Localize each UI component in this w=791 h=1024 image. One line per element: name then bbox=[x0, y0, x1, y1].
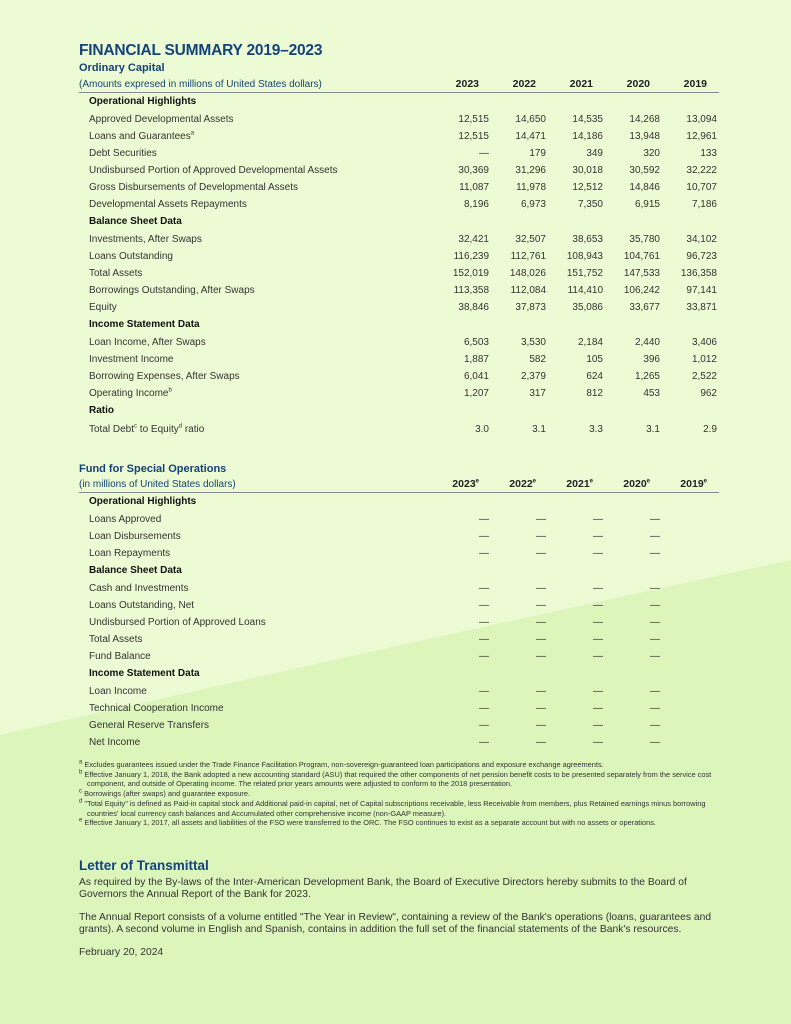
table-cell: 1,207 bbox=[463, 388, 489, 399]
footnote bbox=[79, 799, 719, 818]
fso-year: 2022 bbox=[509, 478, 533, 490]
table-cell: 3.1 bbox=[646, 424, 660, 435]
table-row bbox=[79, 683, 719, 700]
fso-header-row bbox=[79, 477, 719, 493]
table-cell: — bbox=[593, 548, 603, 559]
oc-section-heading bbox=[79, 402, 719, 420]
table-cell: 14,268 bbox=[629, 114, 660, 125]
table-cell: — bbox=[593, 583, 603, 594]
table-row bbox=[79, 528, 719, 545]
section-heading-label: Balance Sheet Data bbox=[89, 565, 182, 576]
letter-paragraph-1: As required by the By-laws of the Inter-American Development Bank, the Board of Executive Directors hereby submits to the Board of Governors the Annual Report of the Bank for 2023. bbox=[79, 876, 687, 901]
table-row bbox=[79, 351, 719, 368]
table-cell: 35,780 bbox=[629, 234, 660, 245]
financial-summary-page bbox=[79, 42, 719, 958]
table-cell: 3,530 bbox=[520, 337, 546, 348]
table-cell: — bbox=[536, 617, 546, 628]
table-cell: 12,512 bbox=[572, 182, 603, 193]
fso-table-body bbox=[79, 493, 719, 751]
fso-section-heading bbox=[79, 665, 719, 683]
row-label bbox=[79, 111, 432, 128]
fso-year-header bbox=[422, 477, 479, 492]
table-cell: 38,846 bbox=[458, 302, 489, 313]
footnote-mark: c bbox=[134, 423, 138, 430]
row-label-text: Loans Outstanding bbox=[89, 251, 173, 262]
fso-year-header bbox=[650, 477, 707, 492]
table-cell: 2,379 bbox=[520, 371, 546, 382]
row-label-text: Debt Securities bbox=[89, 148, 157, 159]
footnote bbox=[79, 760, 719, 770]
table-cell: 812 bbox=[586, 388, 603, 399]
ratio-label-c: ratio bbox=[182, 424, 205, 435]
table-cell: 624 bbox=[586, 371, 603, 382]
fso-section-heading bbox=[79, 562, 719, 580]
oc-header-row bbox=[79, 77, 719, 93]
footnote-mark: b bbox=[168, 387, 172, 394]
table-cell: 112,761 bbox=[510, 251, 546, 262]
table-cell: 147,533 bbox=[623, 268, 660, 279]
fso-year-header bbox=[536, 477, 593, 492]
table-cell: — bbox=[593, 703, 603, 714]
table-cell: 13,948 bbox=[629, 131, 660, 142]
fso-year-header bbox=[479, 477, 536, 492]
table-cell: — bbox=[650, 514, 660, 525]
row-label bbox=[79, 145, 432, 162]
table-cell: 6,503 bbox=[463, 337, 489, 348]
row-label bbox=[79, 128, 432, 145]
table-cell: 3.3 bbox=[589, 424, 603, 435]
table-row bbox=[79, 299, 719, 316]
table-cell: 114,410 bbox=[567, 285, 603, 296]
table-cell: 349 bbox=[586, 148, 603, 159]
table-cell: 106,242 bbox=[623, 285, 660, 296]
section-heading-label: Income Statement Data bbox=[89, 668, 200, 679]
table-cell: — bbox=[479, 737, 489, 748]
table-cell: 96,723 bbox=[686, 251, 717, 262]
table-cell: — bbox=[650, 634, 660, 645]
table-cell: — bbox=[536, 720, 546, 731]
table-cell: 8,196 bbox=[463, 199, 489, 210]
table-cell: 112,084 bbox=[510, 285, 546, 296]
table-cell: — bbox=[536, 651, 546, 662]
table-row bbox=[79, 179, 719, 196]
footnote-mark: e bbox=[79, 817, 83, 824]
section-heading-label: Operational Highlights bbox=[89, 96, 197, 107]
table-cell: — bbox=[479, 148, 489, 159]
letter-date: February 20, 2024 bbox=[79, 947, 164, 959]
table-cell: 104,761 bbox=[623, 251, 660, 262]
row-label bbox=[79, 179, 432, 196]
table-cell: 113,358 bbox=[453, 285, 489, 296]
table-row bbox=[79, 248, 719, 265]
table-cell: — bbox=[593, 686, 603, 697]
row-label: Loan Disbursements bbox=[89, 531, 181, 542]
table-cell: — bbox=[593, 651, 603, 662]
table-cell: — bbox=[650, 703, 660, 714]
table-cell: — bbox=[479, 531, 489, 542]
fso-year: 2019 bbox=[680, 478, 704, 490]
table-cell: — bbox=[479, 651, 489, 662]
table-cell: 3,406 bbox=[691, 337, 717, 348]
table-cell: — bbox=[536, 600, 546, 611]
table-cell: 35,086 bbox=[572, 302, 603, 313]
table-row bbox=[79, 334, 719, 351]
table-cell: 14,186 bbox=[572, 131, 603, 142]
row-label: Loans Outstanding, Net bbox=[89, 600, 195, 611]
row-label: Total Assets bbox=[89, 634, 143, 645]
table-cell: — bbox=[536, 737, 546, 748]
oc-units-label: (Amounts expresed in millions of United States dollars) bbox=[79, 79, 322, 90]
table-cell: — bbox=[479, 703, 489, 714]
table-cell: 12,515 bbox=[458, 131, 489, 142]
row-label bbox=[79, 231, 432, 248]
table-row bbox=[79, 734, 719, 751]
table-cell: — bbox=[593, 634, 603, 645]
table-cell: — bbox=[479, 634, 489, 645]
table-cell: — bbox=[650, 720, 660, 731]
row-label bbox=[79, 265, 432, 282]
row-label-text: Operating Income bbox=[89, 388, 169, 399]
row-label bbox=[79, 248, 432, 265]
ratio-label bbox=[79, 420, 432, 439]
oc-year-header: 2021 bbox=[569, 78, 593, 90]
row-label: General Reserve Transfers bbox=[89, 720, 210, 731]
row-label-text: Investments, After Swaps bbox=[89, 234, 202, 245]
table-cell: 3.0 bbox=[475, 424, 489, 435]
section-heading-label: Balance Sheet Data bbox=[89, 216, 182, 227]
table-cell: 33,677 bbox=[629, 302, 660, 313]
footnote-mark: e bbox=[589, 478, 593, 485]
page-title: FINANCIAL SUMMARY 2019–2023 bbox=[79, 42, 323, 59]
table-row bbox=[79, 511, 719, 528]
table-cell: 1,887 bbox=[463, 354, 489, 365]
fso-year: 2020 bbox=[623, 478, 647, 490]
table-cell: — bbox=[650, 531, 660, 542]
ordinary-capital-subtitle: Ordinary Capital bbox=[79, 62, 165, 74]
table-cell: 2,440 bbox=[634, 337, 660, 348]
table-cell: — bbox=[650, 548, 660, 559]
table-cell: 32,421 bbox=[458, 234, 489, 245]
table-cell: 3.1 bbox=[532, 424, 546, 435]
row-label-text: Developmental Assets Repayments bbox=[89, 199, 247, 210]
row-label bbox=[79, 351, 432, 368]
table-cell: — bbox=[593, 514, 603, 525]
row-label-text: Undisbursed Portion of Approved Developmental Assets bbox=[89, 165, 338, 176]
footnote-mark: a bbox=[190, 130, 195, 137]
footnote-mark: c bbox=[79, 788, 82, 795]
footnote bbox=[79, 789, 719, 799]
table-cell: 453 bbox=[643, 388, 660, 399]
table-row bbox=[79, 614, 719, 631]
row-label bbox=[79, 282, 432, 299]
table-cell: 962 bbox=[700, 388, 717, 399]
fso-year-header bbox=[593, 477, 650, 492]
oc-year-header: 2020 bbox=[626, 78, 650, 90]
table-cell: — bbox=[479, 686, 489, 697]
row-label: Loans Approved bbox=[89, 514, 162, 525]
letter-title: Letter of Transmittal bbox=[79, 857, 209, 873]
row-label: Net Income bbox=[89, 737, 141, 748]
fso-units-label: (in millions of United States dollars) bbox=[79, 479, 236, 490]
table-cell: — bbox=[479, 600, 489, 611]
oc-year-header: 2023 bbox=[455, 78, 479, 90]
table-cell: 116,239 bbox=[453, 251, 489, 262]
row-label-text: Loans and Guarantees bbox=[89, 131, 191, 142]
table-cell: — bbox=[536, 686, 546, 697]
table-row bbox=[79, 385, 719, 402]
table-cell: 2.9 bbox=[703, 424, 717, 435]
ratio-label-a: Total Debt bbox=[89, 424, 135, 435]
table-cell: — bbox=[593, 617, 603, 628]
row-label bbox=[79, 385, 432, 402]
oc-year-header: 2019 bbox=[683, 78, 707, 90]
oc-year-header: 2022 bbox=[512, 78, 536, 90]
fso-title: Fund for Special Operations bbox=[79, 463, 227, 475]
table-row bbox=[79, 717, 719, 734]
fso-year: 2021 bbox=[566, 478, 590, 490]
table-cell: 7,350 bbox=[577, 199, 603, 210]
table-cell: 133 bbox=[700, 148, 717, 159]
footnote-mark: d bbox=[178, 423, 183, 430]
ratio-label-b: to Equity bbox=[137, 424, 179, 435]
table-cell: 14,846 bbox=[629, 182, 660, 193]
table-cell: 2,184 bbox=[577, 337, 603, 348]
table-cell: 12,961 bbox=[686, 131, 717, 142]
table-cell: — bbox=[593, 600, 603, 611]
table-row bbox=[79, 265, 719, 282]
footnote-text: Effective January 1, 2017, all assets and liabilities of the FSO were transferred to the ORC. The FSO continues to exist as a separate account but with no assets or operations. bbox=[84, 818, 656, 828]
table-cell: — bbox=[593, 531, 603, 542]
row-label-text: Loan Income, After Swaps bbox=[89, 337, 206, 348]
table-cell: 179 bbox=[529, 148, 546, 159]
table-row bbox=[79, 231, 719, 248]
footnotes bbox=[79, 760, 719, 828]
table-cell: — bbox=[650, 651, 660, 662]
table-cell: — bbox=[650, 686, 660, 697]
table-cell: 33,871 bbox=[686, 302, 717, 313]
oc-table-body bbox=[79, 93, 719, 402]
table-cell: 148,026 bbox=[509, 268, 546, 279]
table-row bbox=[79, 700, 719, 717]
table-cell: — bbox=[593, 720, 603, 731]
row-label bbox=[79, 368, 432, 385]
table-row bbox=[79, 111, 719, 128]
section-heading-label: Income Statement Data bbox=[89, 319, 200, 330]
table-cell: — bbox=[536, 531, 546, 542]
ratio-heading: Ratio bbox=[89, 405, 114, 416]
table-cell: — bbox=[479, 720, 489, 731]
table-row bbox=[79, 631, 719, 648]
table-row bbox=[79, 580, 719, 597]
table-cell: 30,592 bbox=[629, 165, 660, 176]
table-cell: 6,973 bbox=[520, 199, 546, 210]
footnote-text: Excludes guarantees issued under the Trade Finance Facilitation Program, non-sovereign-guaranteed loan participations and exposure exchange agreements. bbox=[84, 760, 604, 769]
table-cell: — bbox=[593, 737, 603, 748]
footnote-mark: e bbox=[475, 478, 479, 485]
table-row bbox=[79, 162, 719, 179]
table-cell: 396 bbox=[643, 354, 660, 365]
row-label-text: Gross Disbursements of Developmental Assets bbox=[89, 182, 298, 193]
row-label-text: Borrowing Expenses, After Swaps bbox=[89, 371, 240, 382]
table-row bbox=[79, 597, 719, 614]
table-cell: — bbox=[479, 548, 489, 559]
table-cell: 317 bbox=[529, 388, 546, 399]
table-cell: 6,041 bbox=[463, 371, 489, 382]
fso-year: 2023 bbox=[452, 478, 476, 490]
table-row bbox=[79, 128, 719, 145]
footnote-mark: e bbox=[532, 478, 536, 485]
footnote-text: Borrowings (after swaps) and guarantee exposure. bbox=[84, 789, 251, 799]
table-cell: — bbox=[536, 634, 546, 645]
table-row bbox=[79, 648, 719, 665]
row-label: Cash and Investments bbox=[89, 583, 189, 594]
section-heading-label: Operational Highlights bbox=[89, 496, 197, 507]
row-label: Fund Balance bbox=[89, 651, 151, 662]
footnote-mark: e bbox=[646, 478, 650, 485]
row-label bbox=[79, 196, 432, 213]
table-cell: 108,943 bbox=[566, 251, 603, 262]
row-label bbox=[79, 299, 432, 316]
table-cell: 32,222 bbox=[686, 165, 717, 176]
table-row bbox=[79, 282, 719, 299]
table-cell: 10,707 bbox=[686, 182, 717, 193]
row-label: Undisbursed Portion of Approved Loans bbox=[89, 617, 266, 628]
row-label-text: Borrowings Outstanding, After Swaps bbox=[89, 285, 255, 296]
table-cell: 13,094 bbox=[686, 114, 717, 125]
footnote-mark: b bbox=[79, 769, 83, 776]
table-cell: 105 bbox=[586, 354, 603, 365]
table-cell: — bbox=[536, 703, 546, 714]
table-cell: 7,186 bbox=[691, 199, 717, 210]
table-cell: 14,650 bbox=[515, 114, 546, 125]
table-cell: 582 bbox=[529, 354, 546, 365]
row-label-text: Investment Income bbox=[89, 354, 174, 365]
table-cell: 1,265 bbox=[634, 371, 660, 382]
table-row bbox=[79, 196, 719, 213]
table-cell: 152,019 bbox=[452, 268, 489, 279]
table-cell: 34,102 bbox=[686, 234, 717, 245]
table-cell: — bbox=[479, 514, 489, 525]
table-cell: 97,141 bbox=[686, 285, 717, 296]
row-label bbox=[79, 162, 432, 179]
table-cell: — bbox=[536, 583, 546, 594]
table-cell: 136,358 bbox=[680, 268, 717, 279]
table-cell: — bbox=[650, 600, 660, 611]
row-label: Loan Repayments bbox=[89, 548, 171, 559]
table-cell: 2,522 bbox=[691, 371, 717, 382]
footnote-mark: a bbox=[79, 759, 83, 766]
ratio-row bbox=[79, 420, 719, 439]
row-label bbox=[79, 334, 432, 351]
table-cell: 31,296 bbox=[515, 165, 546, 176]
table-cell: 320 bbox=[643, 148, 660, 159]
table-cell: 38,653 bbox=[572, 234, 603, 245]
row-label-text: Total Assets bbox=[89, 268, 143, 279]
table-row bbox=[79, 545, 719, 562]
row-label-text: Equity bbox=[89, 302, 117, 313]
table-cell: 1,012 bbox=[691, 354, 717, 365]
table-cell: 37,873 bbox=[515, 302, 546, 313]
table-cell: 30,369 bbox=[458, 165, 489, 176]
table-cell: 6,915 bbox=[634, 199, 660, 210]
footnote bbox=[79, 770, 719, 789]
footnote bbox=[79, 818, 719, 828]
oc-section-heading bbox=[79, 213, 719, 231]
row-label-text: Approved Developmental Assets bbox=[89, 114, 234, 125]
footnote-mark: e bbox=[703, 478, 707, 485]
table-cell: 151,752 bbox=[566, 268, 603, 279]
table-cell: 32,507 bbox=[515, 234, 546, 245]
fso-section-heading bbox=[79, 493, 719, 511]
table-cell: 11,978 bbox=[516, 182, 546, 193]
oc-section-heading bbox=[79, 93, 719, 111]
footnote-mark: d bbox=[79, 798, 83, 805]
table-cell: — bbox=[536, 548, 546, 559]
oc-section-heading bbox=[79, 316, 719, 334]
footnote-text: Effective January 1, 2018, the Bank adopted a new accounting standard (ASU) that required the other components of net pension benefit costs to be presented separately from the service cost component, and outside of Operating income. The related prior years amounts were adjusted to conform to the 2018 presentation. bbox=[84, 769, 712, 789]
row-label: Loan Income bbox=[89, 686, 147, 697]
table-cell: — bbox=[536, 514, 546, 525]
table-cell: — bbox=[650, 583, 660, 594]
table-cell: 30,018 bbox=[572, 165, 603, 176]
table-row bbox=[79, 368, 719, 385]
table-cell: — bbox=[479, 583, 489, 594]
letter-paragraph-2: The Annual Report consists of a volume entitled "The Year in Review", containing a review of the Bank's operations (loans, guarantees and grants). A second volume in English and Spanish, contains in addition the full set of the financial statements of the Bank's resources. bbox=[79, 912, 712, 936]
table-cell: — bbox=[650, 737, 660, 748]
table-cell: — bbox=[650, 617, 660, 628]
table-cell: 12,515 bbox=[458, 114, 489, 125]
footnote-text: "Total Equity" is defined as Paid-in capital stock and Additional paid-in capital, net of Capital subscriptions receivable, less Receivable from members, plus Retained earnings minus borrowing countries' local currency cash balances and Accumulated other comprehensive income (non-GAAP measure). bbox=[84, 798, 706, 818]
table-cell: 11,087 bbox=[459, 182, 489, 193]
table-cell: 14,535 bbox=[572, 114, 603, 125]
table-row bbox=[79, 145, 719, 162]
row-label: Technical Cooperation Income bbox=[89, 703, 224, 714]
table-cell: 14,471 bbox=[515, 131, 546, 142]
table-cell: — bbox=[479, 617, 489, 628]
